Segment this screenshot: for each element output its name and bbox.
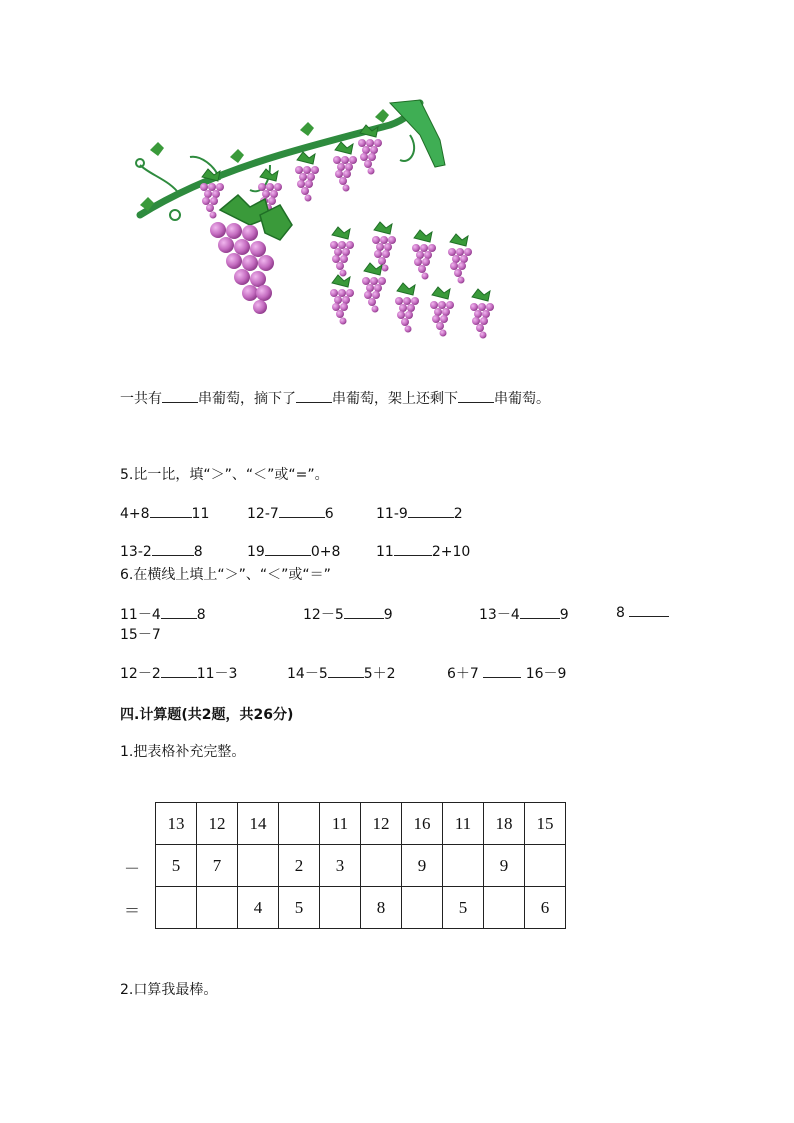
compare-blank[interactable]	[629, 604, 669, 617]
grapes-question	[120, 388, 550, 408]
q5-item	[247, 505, 334, 522]
table-cell: 2	[279, 845, 320, 887]
left-expression: 13-2	[120, 544, 152, 560]
q1-title: 1.把表格补充完整。	[120, 744, 246, 760]
compare-blank[interactable]	[344, 606, 384, 619]
left-expression: 12-7	[247, 506, 279, 522]
table-cell[interactable]	[156, 887, 197, 929]
q5-title: 5.比一比，填“＞”、“＜”或“=”。	[120, 467, 329, 483]
grapes-illustration	[120, 95, 508, 347]
q6-item	[447, 663, 566, 683]
table-cell: 18	[484, 803, 525, 845]
q5-item	[120, 505, 209, 522]
table-cell[interactable]	[279, 803, 320, 845]
table-cell: 4	[238, 887, 279, 929]
left-expression: 12－5	[303, 607, 344, 623]
compare-blank[interactable]	[152, 543, 194, 556]
table-row-equals	[156, 887, 566, 929]
q5-item	[120, 543, 203, 560]
right-expression: 0+8	[310, 544, 341, 560]
right-expression: 2	[453, 506, 463, 522]
table-cell[interactable]	[320, 887, 361, 929]
left-expression: 11－4	[120, 607, 161, 623]
section-heading: 四.计算题(共2题，共26分)	[120, 707, 294, 723]
table-cell[interactable]	[197, 887, 238, 929]
left-expression: 14－5	[287, 666, 328, 682]
left-expression: 6＋7	[447, 666, 479, 682]
compare-blank[interactable]	[483, 665, 521, 678]
q2-title: 2.口算我最棒。	[120, 982, 218, 998]
left-expression: 4+8	[120, 506, 150, 522]
table-cell: 15	[525, 803, 566, 845]
right-expression: 5＋2	[363, 666, 396, 682]
left-expression: 11	[376, 544, 394, 560]
answer-blank[interactable]	[458, 390, 494, 403]
answer-blank[interactable]	[296, 390, 332, 403]
q6-item	[120, 604, 206, 624]
q6-item	[303, 604, 393, 624]
table-row-minus	[156, 845, 566, 887]
table-cell[interactable]	[361, 845, 402, 887]
compare-blank[interactable]	[328, 665, 364, 678]
table-cell[interactable]	[402, 887, 443, 929]
right-expression: 8	[196, 607, 206, 623]
table-cell: 5	[443, 887, 484, 929]
sentence-part-3: 串葡萄，架上还剩下	[332, 391, 458, 407]
minus-row-label: －	[124, 859, 141, 878]
q6-item-wrap: 15－7	[120, 627, 161, 643]
table-cell[interactable]	[443, 845, 484, 887]
q6-item	[616, 604, 669, 621]
sentence-part-1: 一共有	[120, 391, 162, 407]
table-cell: 6	[525, 887, 566, 929]
answer-blank[interactable]	[162, 390, 198, 403]
right-expression: 2+10	[431, 544, 471, 560]
table-cell[interactable]	[238, 845, 279, 887]
right-expression: 11	[191, 506, 210, 522]
table-cell: 12	[197, 803, 238, 845]
compare-blank[interactable]	[150, 505, 192, 518]
compare-blank[interactable]	[394, 543, 432, 556]
q5-item	[247, 543, 340, 560]
right-expression: 16－9	[525, 666, 567, 682]
right-expression: 8	[193, 544, 203, 560]
compare-blank[interactable]	[265, 543, 311, 556]
compare-blank[interactable]	[520, 606, 560, 619]
q6-item	[287, 663, 396, 683]
equals-row-label: ＝	[124, 901, 141, 920]
table-cell: 3	[320, 845, 361, 887]
table-cell: 16	[402, 803, 443, 845]
compare-blank[interactable]	[279, 505, 325, 518]
table-cell: 11	[443, 803, 484, 845]
compare-blank[interactable]	[161, 665, 197, 678]
table-cell: 9	[402, 845, 443, 887]
table-cell: 5	[279, 887, 320, 929]
sentence-part-4: 串葡萄。	[494, 391, 550, 407]
subtraction-table	[155, 802, 566, 929]
q5-item	[376, 543, 470, 560]
table-cell[interactable]	[484, 887, 525, 929]
table-cell: 8	[361, 887, 402, 929]
table-cell: 5	[156, 845, 197, 887]
table-cell: 7	[197, 845, 238, 887]
q6-title: 6.在横线上填上“＞”、“＜”或“＝”	[120, 567, 331, 583]
left-expression: 13－4	[479, 607, 520, 623]
left-expression: 12－2	[120, 666, 161, 682]
right-expression: 9	[383, 607, 393, 623]
q6-item	[479, 604, 569, 624]
table-row-top	[156, 803, 566, 845]
q6-item	[120, 663, 237, 683]
table-cell: 12	[361, 803, 402, 845]
left-expression: 8	[616, 605, 625, 621]
table-cell: 13	[156, 803, 197, 845]
table-cell[interactable]	[525, 845, 566, 887]
table-cell: 9	[484, 845, 525, 887]
table-cell: 14	[238, 803, 279, 845]
q5-item	[376, 505, 463, 522]
right-expression: 6	[324, 506, 334, 522]
left-expression: 11-9	[376, 506, 408, 522]
compare-blank[interactable]	[161, 606, 197, 619]
right-expression: 9	[559, 607, 569, 623]
left-expression: 19	[247, 544, 265, 560]
table-cell: 11	[320, 803, 361, 845]
right-expression: 11－3	[196, 666, 238, 682]
sentence-part-2: 串葡萄，摘下了	[198, 391, 296, 407]
compare-blank[interactable]	[408, 505, 454, 518]
